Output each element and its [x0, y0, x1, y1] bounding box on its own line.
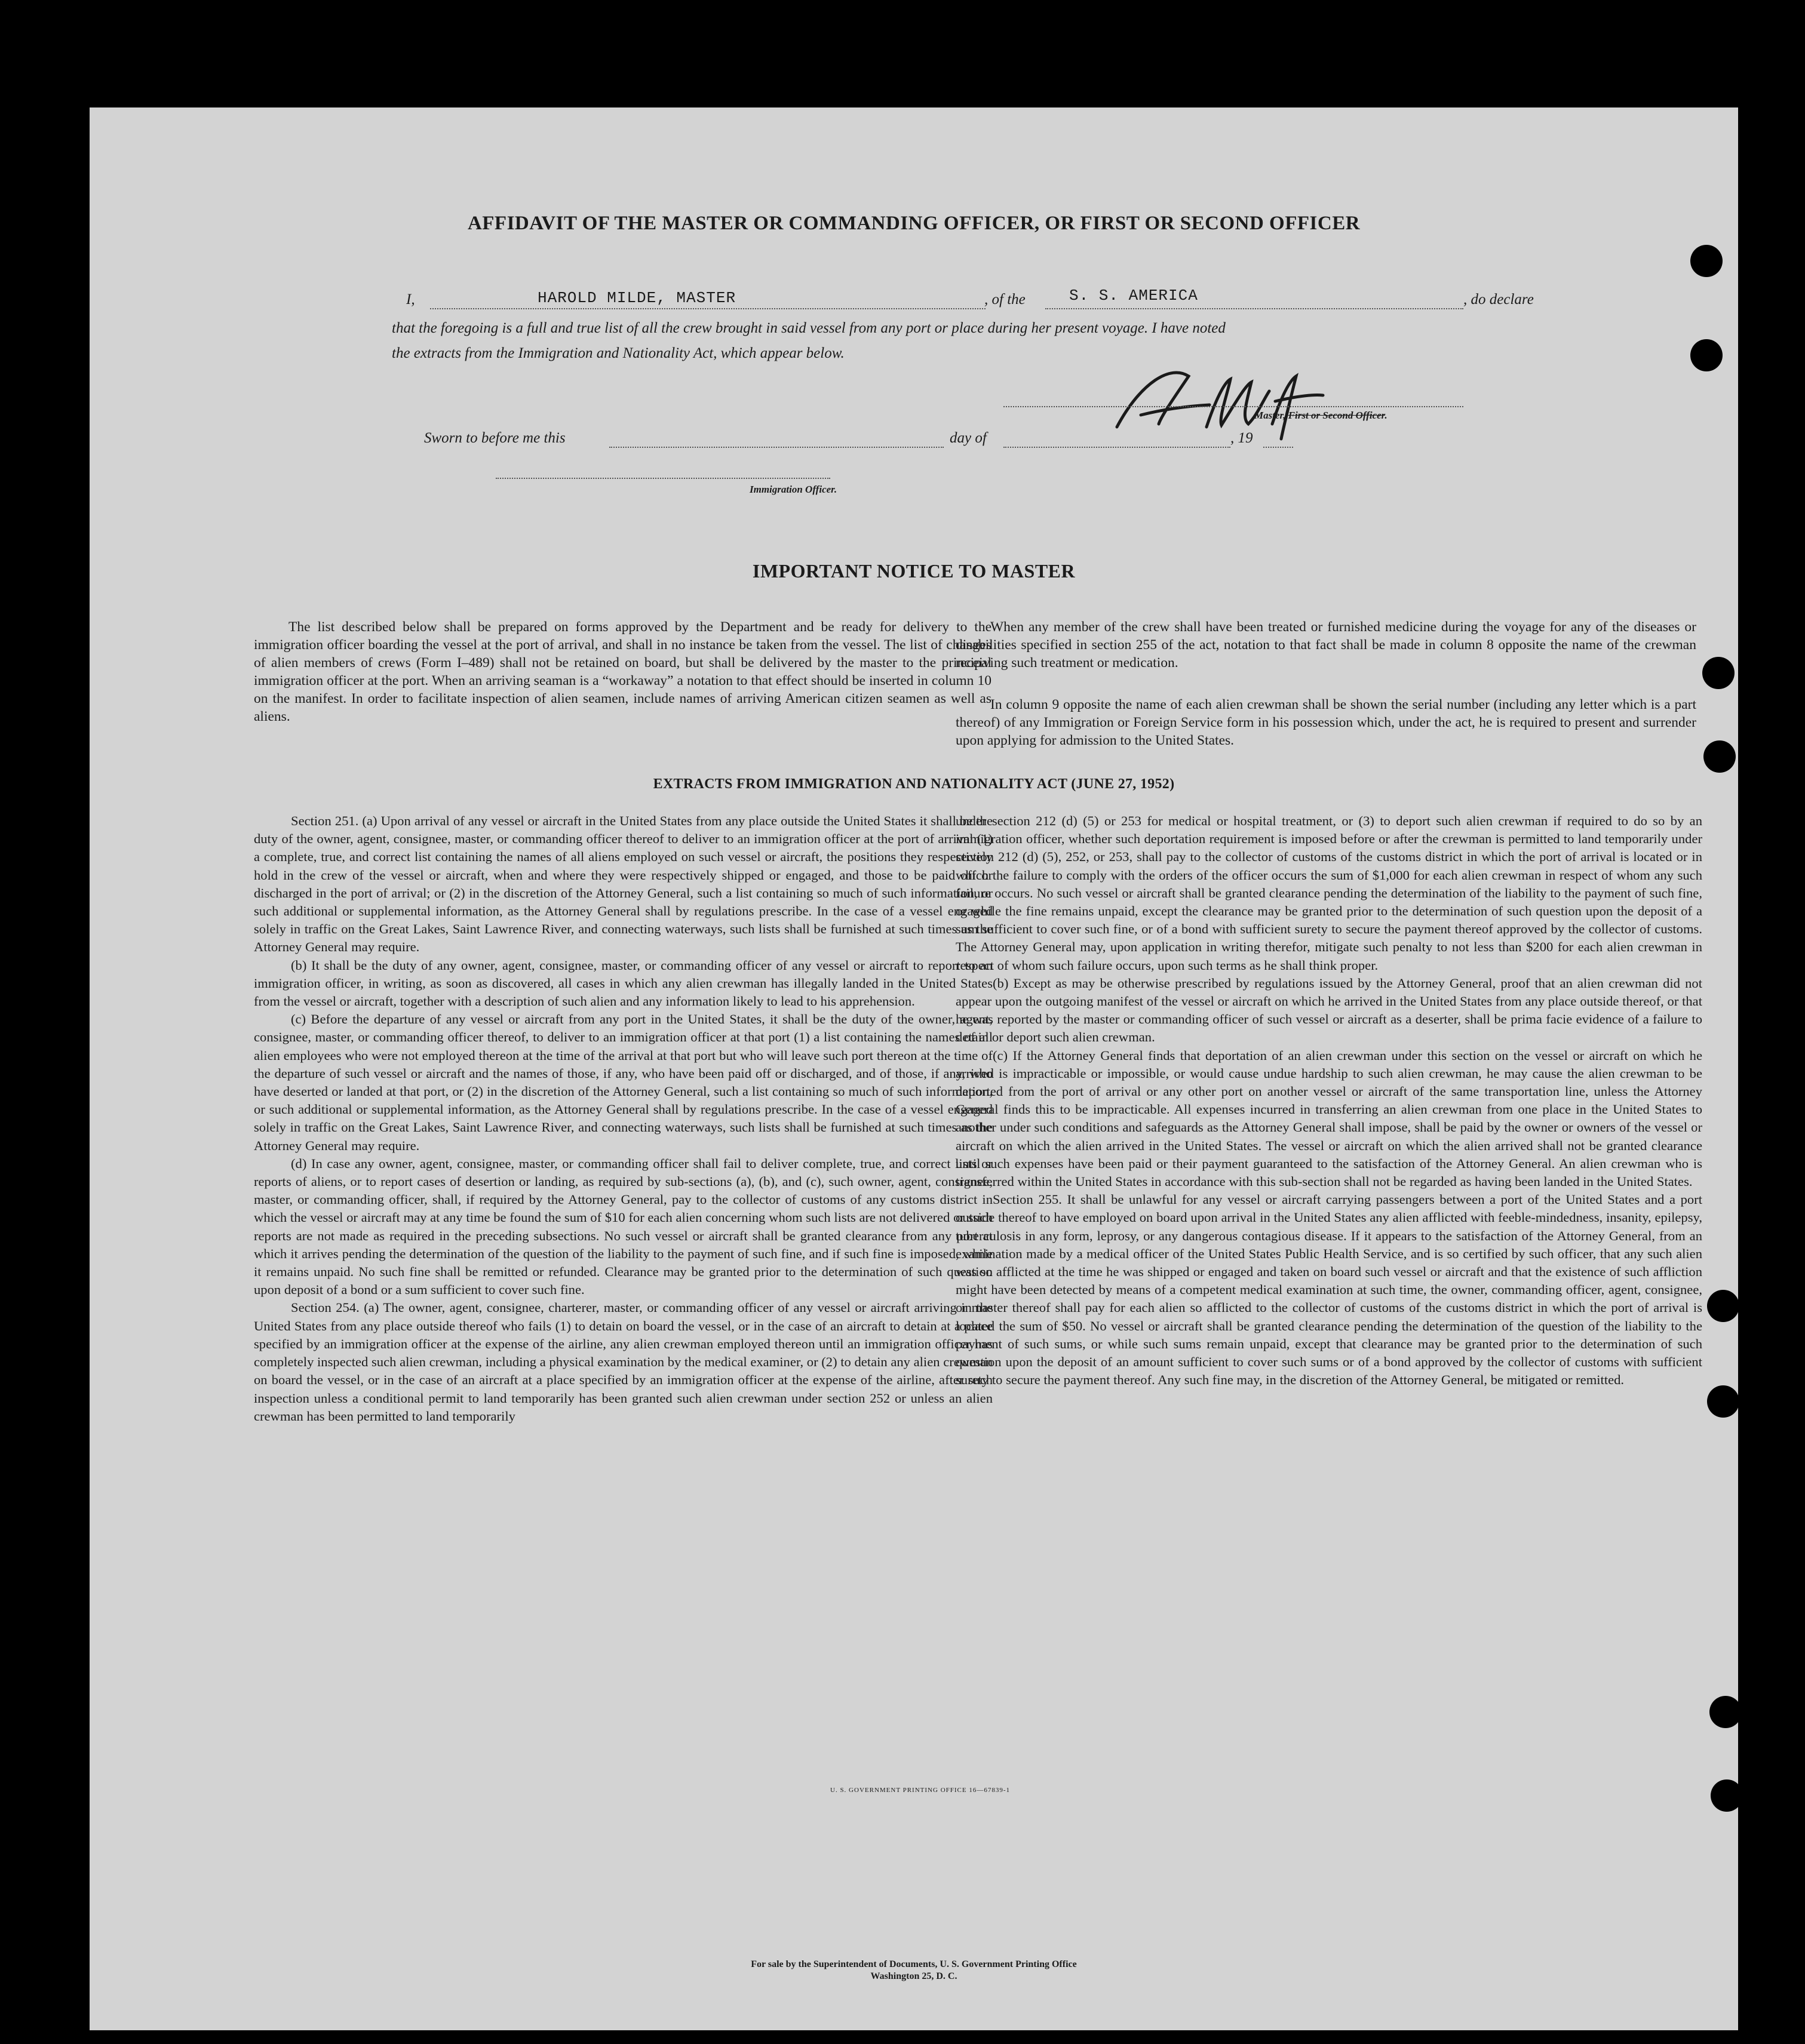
year-label: , 19: [1230, 430, 1253, 446]
form-page: [90, 107, 1738, 2030]
struck-officer-text: First or Second Officer: [1288, 410, 1385, 421]
notice-title: IMPORTANT NOTICE TO MASTER: [752, 560, 1076, 582]
declaration-line-2: the extracts from the Immigration and Nationality Act, which appear below.: [392, 345, 845, 361]
binder-hole: [1709, 1696, 1738, 1728]
notice-right-paragraph-1: When any member of the crew shall have been treated or furnished medicine during the voyage for any of the diseases or disabilities specified in section 255 of the act, notation to that fact shall be made in column 8 opposite the name of the crewman receiving such treatment or medication.: [956, 619, 1696, 671]
notice-left-paragraph: The list described below shall be prepared on forms approved by the Department and be ready for delivery to the immigration officer boarding the vessel at the port of arrival, and shall in no instance be taken from the vessel. The list of changes of alien members of crews (Form I–489) shall not be retained on board, but shall be delivered by the master to the principal immigration officer at the port. When an arriving seaman is a “workaway” a notation to that effect should be inserted in column 10 on the manifest. In order to facilitate inspection of alien seamen, include names of arriving American citizen seamen as well as aliens.: [254, 619, 991, 724]
section-251-c: (c) Before the departure of any vessel or aircraft from any port in the United States, it shall be the duty of the owner, agent, consignee, master, or commanding officer thereof, to deliver to an immigration officer at that port (1) a list containing the names of all alien employees who were not employed thereon at the time of the arrival at that port but who will leave such port thereon at the time of the departure of such vessel or aircraft and the names of those, if any, who have been paid off or discharged, and of those, if any, who have deserted or landed at that port, or (2) in the discretion of the Attorney General, such a list containing so much of such information, or such additional or supplemental information, as the Attorney General shall by regulations prescribe. In the case of a vessel engaged solely in traffic on the Great Lakes, Saint Lawrence River, and connecting waterways, such lists shall be furnished at such times as the Attorney General may require.: [254, 1012, 993, 1153]
binder-hole: [1703, 740, 1736, 773]
day-of-label: day of: [950, 430, 987, 446]
extracts-right-column: [956, 812, 1702, 1390]
do-declare-label: , do declare: [1463, 291, 1534, 308]
declaration-line-1: that the foregoing is a full and true list of all the crew brought in said vessel from any port or place during her present voyage. I have noted: [392, 320, 1226, 336]
sworn-month-line: [1003, 432, 1230, 448]
officer-caption: Immigration Officer.: [750, 484, 837, 495]
signature-line: [1003, 394, 1463, 407]
declarant-name: HAROLD MILDE, MASTER: [538, 289, 736, 307]
footer-note: For sale by the Superintendent of Documents, U. S. Government Printing Office Washington 25, D. C.: [751, 1959, 1077, 1981]
signature-caption: Master, First or Second Officer.: [1254, 410, 1387, 421]
of-label: , of the: [984, 291, 1026, 308]
section-251-b: (b) It shall be the duty of any owner, agent, consignee, master, or commanding officer of any vessel or aircraft to report to an immigration officer, in writing, as soon as discovered, all cases in which any alien crewman has illegally landed in the United States from the vessel or aircraft, together with a description of such alien and any information likely to lead to his apprehension.: [254, 957, 993, 1009]
binder-hole: [1702, 657, 1735, 689]
binder-hole: [1690, 245, 1723, 277]
binder-hole: [1707, 1290, 1738, 1322]
extracts-left-column: [254, 812, 993, 1425]
extracts-title: EXTRACTS FROM IMMIGRATION AND NATIONALITY ACT (JUNE 27, 1952): [653, 776, 1175, 792]
officer-signature-line: [496, 466, 830, 479]
vessel-name: S. S. AMERICA: [1069, 287, 1198, 305]
sworn-day-line: [609, 432, 944, 448]
binder-hole: [1690, 339, 1723, 371]
sworn-year-line: [1263, 432, 1293, 448]
section-254-b: (b) Except as may be otherwise prescribed by regulations issued by the Attorney General, proof that an alien crewman did not appear upon the outgoing manifest of the vessel or aircraft on which he arrived in the United States from any place outside thereof, or that he was reported by the master or commanding officer of such vessel or aircraft as a deserter, shall be prima facie evidence of a failure to detain or deport such alien crewman.: [956, 975, 1702, 1045]
binder-hole: [1707, 1385, 1738, 1418]
section-254-c: (c) If the Attorney General finds that deportation of an alien crewman under this section on the vessel or aircraft on which he arrived is impracticable or impossible, or would cause undue hardship to such alien crewman, he may cause the alien crewman to be deported from the port of arrival or any other port on another vessel or aircraft of the same transportation line, unless the Attorney General finds this to be impracticable. All expenses incurred in transferring an alien crewman from one place in the United States to another under such conditions and safeguards as the Attorney General shall impose, shall be paid by the owner or owners of the vessel or aircraft on which the alien arrived in the United States. The vessel or aircraft on which the alien arrived shall not be granted clearance until such expenses have been paid or their payment guaranteed to the satisfaction of the Attorney General. An alien crewman who is transferred within the United States in accordance with this sub-section shall not be regarded as having been landed in the United States.: [956, 1047, 1702, 1189]
section-254-a: Section 254. (a) The owner, agent, consignee, charterer, master, or commanding officer of any vessel or aircraft arriving in the United States from any place outside thereof who fails (1) to detain on board the vessel, or in the case of an aircraft to detain at a place specified by an immigration officer at the expense of the airline, any alien crewman employed thereon until an immigration officer has completely inspected such alien crewman, including a physical examination by the medical examiner, or (2) to detain any alien crewman on board the vessel, or in the case of an aircraft at a place specified by an immigration officer at the expense of the airline, after such inspection unless a conditional permit to land temporarily has been granted such alien crewman under section 252 or unless an alien crewman has been permitted to land temporarily: [254, 1300, 993, 1424]
sworn-label: Sworn to before me this: [424, 430, 566, 446]
section-251-d: (d) In case any owner, agent, consignee, master, or commanding officer shall fail to deliver complete, true, and correct lists or reports of aliens, or to report cases of desertion or landing, as required by sub-sections (a), (b), and (c), such owner, agent, consignee, master, or commanding officer, shall, if required by the Attorney General, pay to the collector of customs of any customs district in which the vessel or aircraft may at any time be found the sum of $10 for each alien concerning whom such lists are not delivered or such reports are not made as required in the preceding subsections. No such vessel or aircraft shall be granted clearance from any port at which it arrives pending the determination of the question of the liability to the payment of such fine, and if such fine is imposed, while it remains unpaid. No such fine shall be remitted or refunded. Clearance may be granted prior to the determination of such question upon deposit of a bond or a sum sufficient to cover such fine.: [254, 1155, 993, 1298]
section-251-a: Section 251. (a) Upon arrival of any vessel or aircraft in the United States from any place outside the United States it shall be the duty of the owner, agent, consignee, master, or commanding officer thereof to deliver to an immigration officer at the port of arrival (1) a complete, true, and correct list containing the names of all aliens employed on such vessel or aircraft, the positions they respectively hold in the crew of the vessel or aircraft, when and where they were respectively shipped or engaged, and those to be paid off or discharged in the port of arrival; or (2) in the discretion of the Attorney General, such a list containing so much of such information, or such additional or supplemental information, as the Attorney General shall by regulations prescribe. In the case of a vessel engaged solely in traffic on the Great Lakes, Saint Lawrence River, and connecting waterways, such lists shall be furnished at such times as the Attorney General may require.: [254, 813, 993, 955]
section-254-a-continued: under section 212 (d) (5) or 253 for medical or hospital treatment, or (3) to deport such alien crewman if required to do so by an immigration officer, whether such deportation requirement is imposed before or after the crewman is permitted to land temporarily under section 212 (d) (5), 252, or 253, shall pay to the collector of customs of the customs district in which the port of arrival is located or in which the failure to comply with the orders of the officer occurs the sum of $1,000 for each alien crewman in respect of whom any such failure occurs. No such vessel or aircraft shall be granted clearance pending the determination of the liability to the payment of such fine, or while the fine remains unpaid, except the clearance may be granted prior to the determination of such question upon the deposit of a sum sufficient to cover such fine, or of a bond with sufficient surety to secure the payment thereof approved by the collector of customs. The Attorney General may, upon application in writing therefor, mitigate such penalty to not less than $200 for each alien crewman in respect of whom such failure occurs, upon such terms as he shall think proper.: [956, 813, 1702, 973]
binder-hole: [1711, 1779, 1738, 1812]
notice-right-paragraph-2: In column 9 opposite the name of each alien crewman shall be shown the serial number (including any letter which is a part thereof) of any Immigration or Foreign Service form in his possession which, under the act, he is required to present and surrender upon applying for admission to the United States.: [956, 697, 1696, 748]
section-255: Section 255. It shall be unlawful for any vessel or aircraft carrying passengers between a port of the United States and a port outside thereof to have employed on board upon arrival in the United States any alien afflicted with feeble-mindedness, insanity, epilepsy, tuberculosis in any form, leprosy, or any dangerous contagious disease. If it appears to the satisfaction of the Attorney General, from an examination made by a medical officer of the United States Public Health Service, and is so certified by such officer, that any such alien was so afflicted at the time he was shipped or engaged and taken on board such vessel or aircraft and that the existence of such affliction might have been detected by means of a competent medical examination at such time, the owner, commanding officer, agent, consignee, or master thereof shall pay for each alien so afflicted to the collector of customs of the customs district in which the port of arrival is located the sum of $50. No vessel or aircraft shall be granted clearance pending the determination of the question of the liability to the payment of such sums, or while such sums remain unpaid, except that clearance may be granted prior to the determination of such question upon the deposit of an amount sufficient to cover such sums or of a bond approved by the collector of customs with sufficient surety to secure the payment thereof. Any such fine may, in the discretion of the Attorney General, be mitigated or remitted.: [956, 1192, 1702, 1388]
affidavit-title: AFFIDAVIT OF THE MASTER OR COMMANDING OFFICER, OR FIRST OR SECOND OFFICER: [467, 213, 1361, 234]
printing-office-code: U. S. GOVERNMENT PRINTING OFFICE 16—67839-1: [830, 1787, 1011, 1794]
declarant-prefix: I,: [406, 291, 415, 308]
